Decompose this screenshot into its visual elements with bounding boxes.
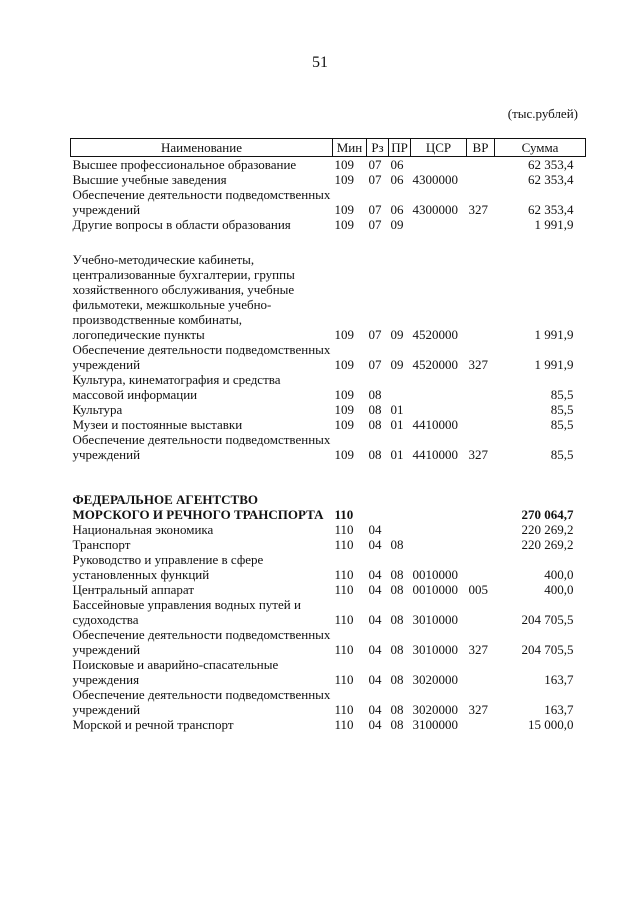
- cell-name: Высшее профессиональное образование: [72, 157, 297, 172]
- cell-pr: 06: [390, 157, 404, 172]
- cell-min: 109: [334, 327, 354, 342]
- table-row: [71, 537, 586, 552]
- cell-min: 109: [334, 417, 354, 432]
- cell-min: 110: [334, 507, 354, 522]
- cell-name: Культура, кинематография и средства массовой информации: [72, 372, 281, 402]
- cell-pr: [389, 372, 411, 402]
- cell-min: 110: [334, 612, 354, 627]
- cell-pr: 08: [390, 672, 404, 687]
- cell-sum: 62 353,4: [528, 202, 574, 217]
- cell-csr: [411, 492, 467, 522]
- units-label: (тыс.рублей): [507, 106, 578, 121]
- cell-sum: 1 991,9: [534, 357, 574, 372]
- cell-csr: 4300000: [412, 202, 458, 217]
- cell-sum: 1 991,9: [534, 327, 574, 342]
- cell-rz: 08: [368, 447, 382, 462]
- cell-vr: [467, 157, 495, 173]
- cell-rz: 04: [368, 522, 382, 537]
- cell-min: 110: [334, 702, 354, 717]
- cell-pr: 09: [390, 327, 404, 342]
- cell-sum: 400,0: [544, 582, 574, 597]
- cell-min: 109: [334, 217, 354, 232]
- cell-rz: 07: [368, 172, 382, 187]
- cell-pr: 01: [390, 447, 404, 462]
- cell-sum: 85,5: [550, 387, 574, 402]
- cell-rz: 07: [368, 357, 382, 372]
- table-row: [71, 432, 586, 462]
- cell-vr: [467, 597, 495, 627]
- table-row: [71, 417, 586, 432]
- cell-min: 109: [334, 447, 354, 462]
- cell-sum: 15 000,0: [528, 717, 574, 732]
- cell-name: Музеи и постоянные выставки: [72, 417, 243, 432]
- cell-rz: [367, 492, 389, 522]
- table-row: [71, 687, 586, 717]
- cell-rz: 04: [368, 582, 382, 597]
- cell-name: Учебно-методические кабинеты, централизованные бухгалтерии, группы хозяйственного обслуживания, учебные фильмотеки, межшкольные учебно-производственные комбинаты, логопедические пункты: [72, 252, 295, 342]
- cell-sum: 204 705,5: [521, 642, 574, 657]
- table-row: [71, 217, 586, 232]
- cell-csr: [411, 372, 467, 402]
- cell-rz: 04: [368, 537, 382, 552]
- cell-sum: 85,5: [550, 417, 574, 432]
- cell-pr: 08: [390, 642, 404, 657]
- cell-sum: 62 353,4: [528, 172, 574, 187]
- cell-min: 109: [334, 172, 354, 187]
- table-row: [71, 492, 586, 522]
- cell-sum: 204 705,5: [521, 612, 574, 627]
- table-row: [71, 717, 586, 732]
- row-spacer: [71, 232, 586, 252]
- cell-name: Обеспечение деятельности подведомственных учреждений: [72, 432, 331, 462]
- cell-csr: 0010000: [412, 582, 458, 597]
- cell-vr: [467, 252, 495, 342]
- cell-rz: 07: [368, 327, 382, 342]
- cell-name: Обеспечение деятельности подведомственных учреждений: [72, 187, 331, 217]
- budget-table: [70, 138, 586, 732]
- cell-name: Другие вопросы в области образования: [72, 217, 291, 232]
- column-header-vr: ВР: [467, 139, 495, 157]
- cell-sum: 220 269,2: [521, 522, 574, 537]
- cell-csr: 4300000: [412, 172, 458, 187]
- column-header-pr: ПР: [389, 139, 411, 157]
- cell-csr: 4410000: [412, 417, 458, 432]
- table-row: [71, 372, 586, 402]
- cell-name: Обеспечение деятельности подведомственных учреждений: [72, 687, 331, 717]
- table-row: [71, 187, 586, 217]
- cell-vr: [467, 492, 495, 522]
- column-header-csr: ЦСР: [411, 139, 467, 157]
- cell-name: Руководство и управление в сфере установленных функций: [72, 552, 264, 582]
- cell-csr: [411, 217, 467, 232]
- table-row: [71, 657, 586, 687]
- cell-sum: 400,0: [544, 567, 574, 582]
- cell-vr: 005: [468, 582, 488, 597]
- table-row: [71, 522, 586, 537]
- cell-rz: 07: [368, 202, 382, 217]
- table-row: [71, 597, 586, 627]
- cell-min: 110: [334, 642, 354, 657]
- table-row: [71, 252, 586, 342]
- cell-name: Культура: [72, 402, 123, 417]
- cell-csr: 3100000: [412, 717, 458, 732]
- cell-pr: 09: [390, 217, 404, 232]
- cell-min: 109: [334, 357, 354, 372]
- cell-csr: [411, 522, 467, 537]
- cell-name: Поисковые и аварийно-спасательные учреждения: [72, 657, 279, 687]
- cell-vr: [467, 657, 495, 687]
- budget-table-container: [70, 138, 585, 732]
- cell-csr: 3010000: [412, 642, 458, 657]
- cell-sum: 163,7: [544, 702, 574, 717]
- cell-vr: [467, 537, 495, 552]
- cell-pr: [389, 522, 411, 537]
- cell-sum: 1 991,9: [534, 217, 574, 232]
- cell-rz: 07: [368, 217, 382, 232]
- cell-vr: 327: [468, 702, 488, 717]
- table-row: [71, 157, 586, 173]
- cell-csr: 4520000: [412, 327, 458, 342]
- cell-min: 109: [334, 157, 354, 172]
- cell-rz: 08: [368, 417, 382, 432]
- cell-vr: [467, 417, 495, 432]
- cell-pr: 08: [390, 537, 404, 552]
- cell-name: ФЕДЕРАЛЬНОЕ АГЕНТСТВО МОРСКОГО И РЕЧНОГО ТРАНСПОРТА: [72, 492, 324, 522]
- cell-csr: 3010000: [412, 612, 458, 627]
- page-number: 51: [312, 54, 328, 71]
- cell-csr: [411, 537, 467, 552]
- cell-csr: 3020000: [412, 672, 458, 687]
- cell-pr: 08: [390, 612, 404, 627]
- cell-name: Обеспечение деятельности подведомственных учреждений: [72, 627, 331, 657]
- column-header-rz: Рз: [367, 139, 389, 157]
- table-body: [71, 157, 586, 733]
- cell-name: Транспорт: [72, 537, 131, 552]
- cell-name: Бассейновые управления водных путей и судоходства: [72, 597, 301, 627]
- cell-pr: 08: [390, 567, 404, 582]
- cell-vr: [467, 402, 495, 417]
- cell-rz: 04: [368, 717, 382, 732]
- cell-min: 109: [334, 202, 354, 217]
- cell-pr: 06: [390, 172, 404, 187]
- cell-pr: 09: [390, 357, 404, 372]
- cell-pr: 06: [390, 202, 404, 217]
- cell-name: Морской и речной транспорт: [72, 717, 234, 732]
- cell-csr: 0010000: [412, 567, 458, 582]
- cell-sum: 163,7: [544, 672, 574, 687]
- column-header-sum: Сумма: [495, 139, 586, 157]
- cell-sum: 85,5: [550, 447, 574, 462]
- column-header-name: Наименование: [71, 139, 333, 157]
- cell-vr: [467, 717, 495, 732]
- cell-min: 109: [334, 402, 354, 417]
- cell-sum: 270 064,7: [521, 507, 574, 522]
- cell-rz: 08: [368, 387, 382, 402]
- cell-rz: 04: [368, 642, 382, 657]
- cell-csr: [411, 402, 467, 417]
- cell-vr: 327: [468, 642, 488, 657]
- cell-sum: 220 269,2: [521, 537, 574, 552]
- cell-pr: [389, 492, 411, 522]
- table-header: [71, 139, 586, 157]
- cell-vr: [467, 172, 495, 187]
- table-row: [71, 627, 586, 657]
- cell-sum: 62 353,4: [528, 157, 574, 172]
- table-row: [71, 582, 586, 597]
- cell-min: 110: [334, 567, 354, 582]
- cell-min: 110: [334, 672, 354, 687]
- cell-pr: 01: [390, 402, 404, 417]
- cell-vr: 327: [468, 202, 488, 217]
- cell-csr: 3020000: [412, 702, 458, 717]
- cell-min: 109: [334, 387, 354, 402]
- cell-vr: [467, 217, 495, 232]
- column-header-min: Мин: [333, 139, 367, 157]
- cell-rz: 04: [368, 702, 382, 717]
- cell-min: 110: [334, 522, 354, 537]
- cell-vr: 327: [468, 447, 488, 462]
- cell-csr: 4410000: [412, 447, 458, 462]
- table-row: [71, 342, 586, 372]
- cell-name: Центральный аппарат: [72, 582, 195, 597]
- cell-name: Высшие учебные заведения: [72, 172, 227, 187]
- cell-name: Обеспечение деятельности подведомственных учреждений: [72, 342, 331, 372]
- cell-vr: [467, 372, 495, 402]
- table-row: [71, 172, 586, 187]
- table-row: [71, 402, 586, 417]
- cell-pr: 08: [390, 582, 404, 597]
- cell-rz: 04: [368, 612, 382, 627]
- cell-pr: 01: [390, 417, 404, 432]
- cell-csr: [411, 157, 467, 173]
- cell-rz: 07: [368, 157, 382, 172]
- cell-vr: [467, 522, 495, 537]
- cell-min: 110: [334, 537, 354, 552]
- cell-csr: 4520000: [412, 357, 458, 372]
- cell-min: 110: [334, 717, 354, 732]
- cell-name: Национальная экономика: [72, 522, 214, 537]
- cell-rz: 04: [368, 567, 382, 582]
- cell-sum: 85,5: [550, 402, 574, 417]
- cell-rz: 04: [368, 672, 382, 687]
- cell-rz: 08: [368, 402, 382, 417]
- table-row: [71, 552, 586, 582]
- section-spacer: [71, 462, 586, 492]
- cell-vr: 327: [468, 357, 488, 372]
- cell-pr: 08: [390, 717, 404, 732]
- cell-min: 110: [334, 582, 354, 597]
- cell-pr: 08: [390, 702, 404, 717]
- cell-vr: [467, 552, 495, 582]
